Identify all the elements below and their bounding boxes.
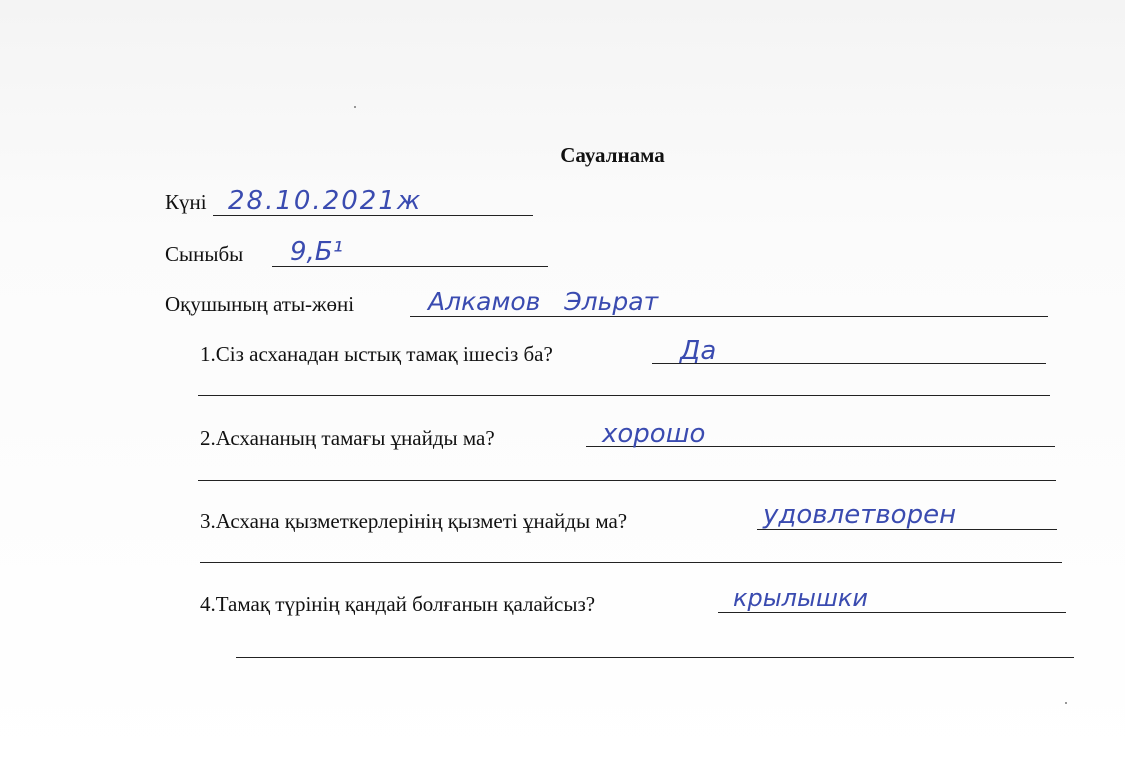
question-2-extra-line (198, 480, 1056, 481)
question-2-answer: хорошо (602, 419, 706, 449)
question-2-label: 2.Асхананың тамағы ұнайды ма? (200, 426, 495, 450)
class-label: Сыныбы (165, 242, 244, 266)
paper-speck (354, 106, 356, 108)
question-3-extra-line (200, 562, 1062, 563)
question-3-label: 3.Асхана қызметкерлерінің қызметі ұнайды ма? (200, 509, 628, 533)
paper-speck (1065, 702, 1067, 704)
question-4-label: 4.Тамақ түрінің қандай болғанын қалайсыз? (200, 592, 596, 616)
class-value: 9,Б¹ (290, 237, 344, 267)
date-label: Күні (165, 190, 207, 214)
date-value: 28.10.2021ж (228, 186, 423, 216)
question-3-answer: удовлетворен (763, 500, 957, 530)
student-name-value: Алкамов Эльрат (428, 287, 659, 316)
question-1-extra-line (198, 395, 1050, 396)
question-1-answer: Да (680, 336, 717, 366)
question-4-answer: крылышки (733, 584, 869, 612)
student-name-label: Оқушының аты-жөні (165, 292, 355, 316)
survey-title: Сауалнама (560, 143, 665, 167)
question-1-label: 1.Сіз асханадан ыстық тамақ ішесіз ба? (200, 342, 553, 366)
question-4-extra-line (236, 657, 1074, 658)
